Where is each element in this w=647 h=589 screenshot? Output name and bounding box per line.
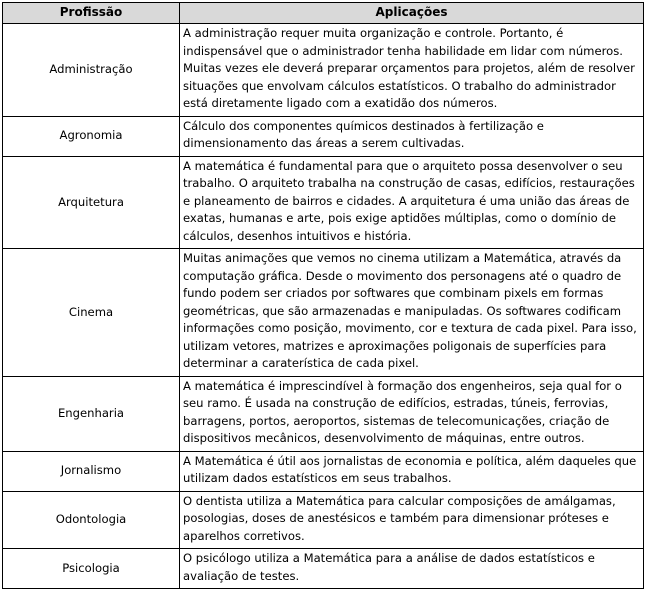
table-header-row — [3, 3, 644, 24]
application-cell: Muitas animações que vemos no cinema utilizam a Matemática, através da computação gráfica. Desde o movimento dos personagens até o quadro de fundo podem ser criados por softwares que combinam pixels em formas geométricas, que são armazenadas e manipuladas. Os softwares codificam informações como posição, movimento, cor e textura de cada pixel. Para isso, utilizam vetores, matrizes e aproximações poligonais de superfícies para determinar a caraterística de cada pixel. — [180, 249, 644, 377]
profession-cell: Agronomia — [3, 116, 180, 156]
profession-cell: Administração — [3, 24, 180, 117]
profession-cell: Psicologia — [3, 549, 180, 589]
application-cell: A matemática é imprescindível à formação dos engenheiros, seja qual for o seu ramo. É usada na construção de edifícios, estradas, túneis, ferrovias, barragens, portos, aeroportos, sistemas de telecomunicações, criação de dispositivos mecânicos, desenvolvimento de máquinas, entre outros. — [180, 376, 644, 451]
header-applications: Aplicações — [180, 3, 644, 24]
table-row — [3, 491, 644, 549]
table-row — [3, 549, 644, 589]
table-row — [3, 376, 644, 451]
application-cell: Cálculo dos componentes químicos destinados à fertilização e dimensionamento das áreas a serem cultivadas. — [180, 116, 644, 156]
header-profession: Profissão — [3, 3, 180, 24]
application-cell: A administração requer muita organização e controle. Portanto, é indispensável que o administrador tenha habilidade em lidar com números. Muitas vezes ele deverá preparar orçamentos para projetos, além de resolver situações que envolvam cálculos estatísticos. O trabalho do administrador está diretamente ligado com a exatidão dos números. — [180, 24, 644, 117]
table-row — [3, 116, 644, 156]
table-row — [3, 451, 644, 491]
profession-cell: Engenharia — [3, 376, 180, 451]
profession-cell: Cinema — [3, 249, 180, 377]
application-cell: O dentista utiliza a Matemática para calcular composições de amálgamas, posologias, doses de anestésicos e também para dimensionar próteses e aparelhos corretivos. — [180, 491, 644, 549]
table-row — [3, 156, 644, 249]
table-row — [3, 249, 644, 377]
profession-cell: Jornalismo — [3, 451, 180, 491]
table-row — [3, 24, 644, 117]
application-cell: O psicólogo utiliza a Matemática para a análise de dados estatísticos e avaliação de testes. — [180, 549, 644, 589]
profession-cell: Arquitetura — [3, 156, 180, 249]
application-cell: A Matemática é útil aos jornalistas de economia e política, além daqueles que utilizam dados estatísticos em seus trabalhos. — [180, 451, 644, 491]
application-cell: A matemática é fundamental para que o arquiteto possa desenvolver o seu trabalho. O arquiteto trabalha na construção de casas, edifícios, restaurações e planeamento de bairros e cidades. A arquitetura é uma união das áreas de exatas, humanas e arte, pois exige aptidões múltiplas, como o domínio de cálculos, desenhos intuitivos e história. — [180, 156, 644, 249]
professions-table — [2, 2, 644, 589]
profession-cell: Odontologia — [3, 491, 180, 549]
